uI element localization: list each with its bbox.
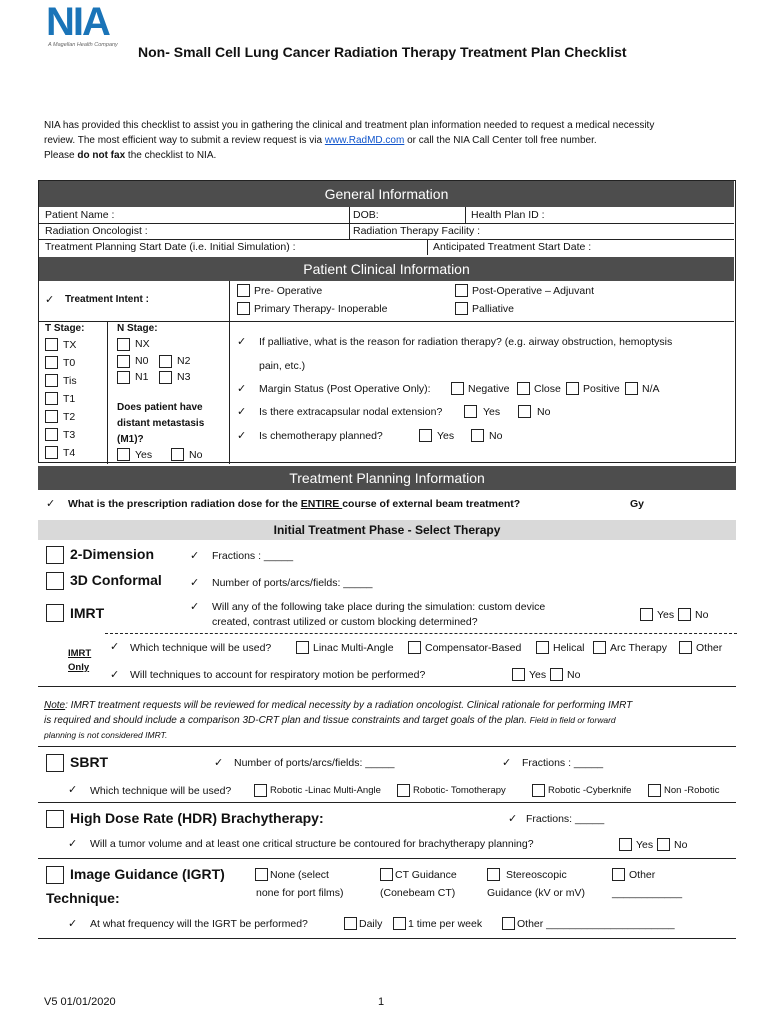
n3-label: N3: [177, 371, 191, 383]
extracapsular-yes-checkbox[interactable]: [464, 405, 477, 418]
document-title: Non- Small Cell Lung Cancer Radiation Therapy Treatment Plan Checklist: [138, 44, 627, 60]
anticipated-start-label: Anticipated Treatment Start Date :: [433, 241, 592, 253]
patient-name-label: Patient Name :: [45, 209, 115, 221]
check-mark-icon: ✓: [190, 550, 200, 562]
logo-tagline: A Magellan Health Company: [48, 42, 118, 48]
check-mark-icon: ✓: [190, 577, 200, 589]
arc-therapy-label: Arc Therapy: [610, 642, 667, 654]
nx-checkbox[interactable]: [117, 338, 130, 351]
dose-question-text: What is the prescription radiation dose for the: [68, 498, 301, 510]
note-line-2: [44, 713, 734, 728]
frequency-question: At what frequency will the IGRT be performed?: [90, 918, 308, 930]
margin-negative-checkbox[interactable]: [451, 382, 464, 395]
intro-text: Please: [44, 150, 78, 161]
check-mark-icon: ✓: [110, 641, 120, 653]
hdr-label: High Dose Rate (HDR) Brachytherapy:: [70, 810, 324, 826]
margin-na-checkbox[interactable]: [625, 382, 638, 395]
chemo-yes-checkbox[interactable]: [419, 429, 432, 442]
imrt-only-label-2: Only: [68, 662, 90, 673]
linac-checkbox[interactable]: [296, 641, 309, 654]
3d-ports: Number of ports/arcs/fields: _____: [212, 577, 373, 589]
primary-therapy-label: Primary Therapy- Inoperable: [254, 303, 388, 315]
n1-checkbox[interactable]: [117, 371, 130, 384]
frequency-other-checkbox[interactable]: [502, 917, 515, 930]
robotic-linac-label: Robotic -Linac Multi-Angle: [270, 785, 381, 796]
hdr-no-checkbox[interactable]: [657, 838, 670, 851]
health-plan-id-label: Health Plan ID :: [471, 209, 545, 221]
ct-guidance-checkbox[interactable]: [380, 868, 393, 881]
t-stage-tis-label: Tis: [63, 375, 77, 387]
extracapsular-question: Is there extracapsular nodal extension?: [259, 406, 443, 418]
chemo-question: Is chemotherapy planned?: [259, 430, 383, 442]
start-date-label: Treatment Planning Start Date (i.e. Initial Simulation) :: [45, 241, 296, 253]
igrt-none-label: None (select: [270, 869, 329, 881]
igrt-other-label: Other: [629, 869, 656, 881]
intro-line-1: NIA has provided this checklist to assist you in gathering the clinical and treatment plan information needed to request a medical necessity: [44, 120, 655, 131]
robotic-tomo-checkbox[interactable]: [397, 784, 410, 797]
sbrt-checkbox[interactable]: [46, 754, 64, 772]
t-stage-tx-checkbox[interactable]: [45, 338, 58, 351]
t-stage-t3-label: T3: [63, 429, 76, 441]
3d-conformal-label: 3D Conformal: [70, 572, 162, 588]
check-mark-icon: ✓: [68, 838, 78, 850]
n2-label: N2: [177, 355, 191, 367]
robotic-cyberknife-label: Robotic -Cyberknife: [548, 785, 632, 796]
note-line-3: planning is not considered IMRT.: [44, 730, 168, 740]
t-stage-t1-checkbox[interactable]: [45, 392, 58, 405]
intro-text: review. The most efficient way to submit a review request is via: [44, 135, 325, 146]
n2-checkbox[interactable]: [159, 355, 172, 368]
initial-phase-header: Initial Treatment Phase - Select Therapy: [38, 520, 736, 540]
ct-guidance-label-cont: (Conebeam CT): [380, 887, 456, 899]
helical-checkbox[interactable]: [536, 641, 549, 654]
stereoscopic-label: Stereoscopic: [506, 869, 567, 881]
post-operative-label: Post-Operative – Adjuvant: [472, 285, 594, 297]
igrt-none-checkbox[interactable]: [255, 868, 268, 881]
chemo-no-label: No: [489, 430, 503, 442]
note-line-1: [44, 698, 734, 713]
2d-fractions: Fractions : _____: [212, 550, 294, 562]
margin-status-question: Margin Status (Post Operative Only):: [259, 383, 431, 395]
compensator-label: Compensator-Based: [425, 642, 522, 654]
motion-no-label: No: [567, 669, 581, 681]
check-mark-icon: ✓: [68, 918, 78, 930]
dose-question: [68, 498, 520, 510]
t-stage-t1-label: T1: [63, 393, 76, 405]
motion-no-checkbox[interactable]: [550, 668, 563, 681]
note-small-text: Field in field or forward: [529, 715, 616, 725]
simulation-yes-label: Yes: [657, 609, 675, 621]
t-stage-t0-checkbox[interactable]: [45, 356, 58, 369]
dob-label: DOB:: [353, 209, 379, 221]
simulation-no-label: No: [695, 609, 709, 621]
hdr-yes-label: Yes: [636, 839, 654, 851]
t-stage-t0-label: T0: [63, 357, 76, 369]
check-mark-icon: ✓: [237, 406, 247, 418]
n1-label: N1: [135, 371, 149, 383]
clinical-info-header: Patient Clinical Information: [39, 257, 734, 281]
metastasis-no-checkbox[interactable]: [171, 448, 184, 461]
extracapsular-no-checkbox[interactable]: [518, 405, 531, 418]
general-info-header: General Information: [39, 181, 734, 207]
imrt-other-checkbox[interactable]: [679, 641, 692, 654]
metastasis-question-2: distant metastasis: [117, 418, 205, 429]
version-label: V5 01/01/2020: [44, 996, 116, 1008]
simulation-question: Will any of the following take place during the simulation: custom device: [212, 601, 546, 613]
check-mark-icon: ✓: [237, 336, 247, 348]
igrt-other-checkbox[interactable]: [612, 868, 625, 881]
igrt-checkbox[interactable]: [46, 866, 64, 884]
palliative-reason-question: If palliative, what is the reason for radiation therapy? (e.g. airway obstruction, hemoptysis: [259, 336, 673, 348]
margin-positive-label: Positive: [583, 383, 620, 395]
check-mark-icon: ✓: [237, 430, 247, 442]
palliative-reason-question-cont: pain, etc.): [259, 360, 306, 372]
info-frame: [38, 180, 736, 463]
intro-paragraph: [44, 118, 744, 163]
note-text: : IMRT treatment requests will be reviewed for medical necessity by a radiation oncologist. Clinical rationale for performing IMRT: [65, 700, 633, 711]
do-not-fax-text: do not fax: [77, 150, 126, 161]
dose-question-text: course of external beam treatment?: [342, 498, 521, 510]
extracapsular-yes-label: Yes: [483, 406, 501, 418]
intro-text: or call the NIA Call Center toll free number.: [404, 135, 597, 146]
metastasis-no-label: No: [189, 449, 203, 461]
simulation-yes-checkbox[interactable]: [640, 608, 653, 621]
margin-negative-label: Negative: [468, 383, 510, 395]
intro-text: the checklist to NIA.: [125, 150, 217, 161]
hdr-fractions: Fractions: _____: [526, 813, 605, 825]
intro-line-3: [44, 148, 744, 163]
3d-conformal-checkbox[interactable]: [46, 572, 64, 590]
hdr-no-label: No: [674, 839, 688, 851]
t-stage-label: T Stage:: [45, 323, 85, 334]
2d-checkbox[interactable]: [46, 546, 64, 564]
frequency-other-label: Other ______________________: [517, 918, 675, 930]
t-stage-t2-checkbox[interactable]: [45, 410, 58, 423]
ct-guidance-label: CT Guidance: [395, 869, 457, 881]
motion-yes-checkbox[interactable]: [512, 668, 525, 681]
nx-label: NX: [135, 338, 150, 350]
imrt-checkbox[interactable]: [46, 604, 64, 622]
pre-operative-checkbox[interactable]: [237, 284, 250, 297]
t-stage-t2-label: T2: [63, 411, 76, 423]
metastasis-question-3: (M1)?: [117, 434, 144, 445]
pre-operative-label: Pre- Operative: [254, 285, 323, 297]
2d-label: 2-Dimension: [70, 546, 155, 562]
page-number: 1: [378, 996, 385, 1008]
note-label: Note: [44, 700, 66, 711]
motion-yes-label: Yes: [529, 669, 547, 681]
imrt-other-label: Other: [696, 642, 723, 654]
stereoscopic-checkbox[interactable]: [487, 868, 500, 881]
non-robotic-label: Non -Robotic: [664, 785, 720, 796]
palliative-checkbox[interactable]: [455, 302, 468, 315]
metastasis-question-1: Does patient have: [117, 402, 203, 413]
arc-therapy-checkbox[interactable]: [593, 641, 606, 654]
helical-label: Helical: [553, 642, 585, 654]
margin-na-label: N/A: [642, 383, 660, 395]
check-mark-icon: ✓: [68, 784, 78, 796]
robotic-cyberknife-checkbox[interactable]: [532, 784, 545, 797]
primary-therapy-checkbox[interactable]: [237, 302, 250, 315]
intro-line-2: [44, 133, 744, 148]
linac-label: Linac Multi-Angle: [313, 642, 394, 654]
check-mark-icon: ✓: [237, 383, 247, 395]
technique-label: Technique:: [46, 890, 120, 906]
t-stage-t4-checkbox[interactable]: [45, 446, 58, 459]
nia-logo: [46, 0, 136, 52]
stereoscopic-label-cont: Guidance (kV or mV): [487, 887, 586, 899]
n0-checkbox[interactable]: [117, 355, 130, 368]
radiation-oncologist-label: Radiation Oncologist :: [45, 225, 148, 237]
check-mark-icon: ✓: [508, 813, 518, 825]
n-stage-label: N Stage:: [117, 323, 158, 334]
margin-close-label: Close: [534, 383, 561, 395]
margin-close-checkbox[interactable]: [517, 382, 530, 395]
treatment-intent-label: Treatment Intent :: [65, 294, 149, 305]
hdr-checkbox[interactable]: [46, 810, 64, 828]
sbrt-label: SBRT: [70, 754, 109, 770]
simulation-question-cont: created, contrast utilized or custom blocking determined?: [212, 616, 478, 628]
weekly-checkbox[interactable]: [393, 917, 406, 930]
weekly-label: 1 time per week: [408, 918, 483, 930]
compensator-checkbox[interactable]: [408, 641, 421, 654]
margin-positive-checkbox[interactable]: [566, 382, 579, 395]
chemo-no-checkbox[interactable]: [471, 429, 484, 442]
logo-text: NIA: [46, 0, 109, 44]
imrt-label: IMRT: [70, 605, 105, 621]
non-robotic-checkbox[interactable]: [648, 784, 661, 797]
sbrt-technique-question: Which technique will be used?: [90, 785, 232, 797]
daily-checkbox[interactable]: [344, 917, 357, 930]
check-mark-icon: ✓: [110, 669, 120, 681]
imrt-only-label: IMRT: [68, 648, 92, 659]
t-stage-tx-label: TX: [63, 339, 77, 351]
robotic-linac-checkbox[interactable]: [254, 784, 267, 797]
robotic-tomo-label: Robotic- Tomotherapy: [413, 785, 506, 796]
sbrt-ports: Number of ports/arcs/fields: _____: [234, 757, 395, 769]
igrt-other-line: ____________: [612, 887, 683, 899]
metastasis-yes-checkbox[interactable]: [117, 448, 130, 461]
t-stage-t4-label: T4: [63, 447, 76, 459]
hdr-yes-checkbox[interactable]: [619, 838, 632, 851]
metastasis-yes-label: Yes: [135, 449, 153, 461]
imrt-technique-question: Which technique will be used?: [130, 642, 272, 654]
n0-label: N0: [135, 355, 149, 367]
treatment-planning-header: Treatment Planning Information: [38, 466, 736, 490]
igrt-none-label-cont: none for port films): [256, 887, 344, 899]
n3-checkbox[interactable]: [159, 371, 172, 384]
sbrt-fractions: Fractions : _____: [522, 757, 604, 769]
check-mark-icon: ✓: [214, 757, 224, 769]
chemo-yes-label: Yes: [437, 430, 455, 442]
check-mark-icon: ✓: [502, 757, 512, 769]
note-text: is required and should include a comparison 3D-CRT plan and tissue constraints and target goals of the plan.: [44, 715, 527, 726]
extracapsular-no-label: No: [537, 406, 551, 418]
t-stage-tis-checkbox[interactable]: [45, 374, 58, 387]
check-mark-icon: ✓: [46, 498, 56, 510]
hdr-contour-question: Will a tumor volume and at least one critical structure be contoured for brachytherapy planning?: [90, 838, 534, 850]
daily-label: Daily: [359, 918, 383, 930]
facility-label: Radiation Therapy Facility :: [353, 225, 481, 237]
post-operative-checkbox[interactable]: [455, 284, 468, 297]
motion-question: Will techniques to account for respiratory motion be performed?: [130, 669, 426, 681]
gy-unit: Gy: [630, 498, 645, 510]
simulation-no-checkbox[interactable]: [678, 608, 691, 621]
imrt-note: [44, 698, 734, 743]
igrt-label: Image Guidance (IGRT): [70, 866, 225, 882]
radmd-link[interactable]: www.RadMD.com: [324, 135, 405, 146]
check-mark-icon: ✓: [45, 294, 55, 306]
check-mark-icon: ✓: [190, 601, 200, 613]
dose-question-entire: ENTIRE: [300, 498, 343, 510]
t-stage-t3-checkbox[interactable]: [45, 428, 58, 441]
palliative-label: Palliative: [472, 303, 515, 315]
